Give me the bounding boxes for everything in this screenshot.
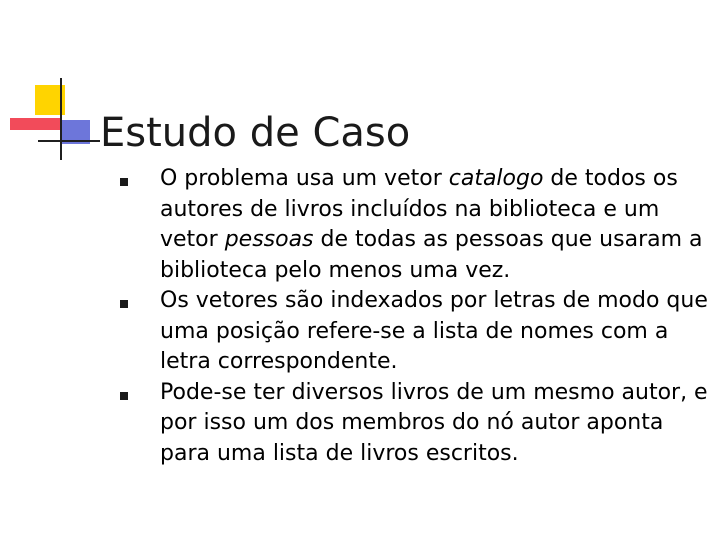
logo-red-bar [10,118,60,130]
square-bullet-icon [120,392,128,400]
bullet-item [120,164,710,286]
logo-horizontal-line [38,140,100,142]
bullet-text: O problema usa um vetor catalogo de todos os autores de livros incluídos na biblioteca e um vetor pessoas de todas as pessoas que usaram a biblioteca pelo menos uma vez. [160,166,703,283]
slide-logo [0,0,110,170]
bullet-item [120,286,710,378]
bullet-list [120,164,710,469]
slide-title: Estudo de Caso [100,109,411,156]
square-bullet-icon [120,178,128,186]
bullet-text: Pode-se ter diversos livros de um mesmo autor, e por isso um dos membros do nó autor aponta para uma lista de livros escritos. [160,379,708,466]
bullet-text: Os vetores são indexados por letras de modo que uma posição refere-se a lista de nomes com a letra correspondente. [160,288,708,374]
square-bullet-icon [120,300,128,308]
logo-vertical-line [60,78,62,160]
bullet-item [120,378,710,470]
